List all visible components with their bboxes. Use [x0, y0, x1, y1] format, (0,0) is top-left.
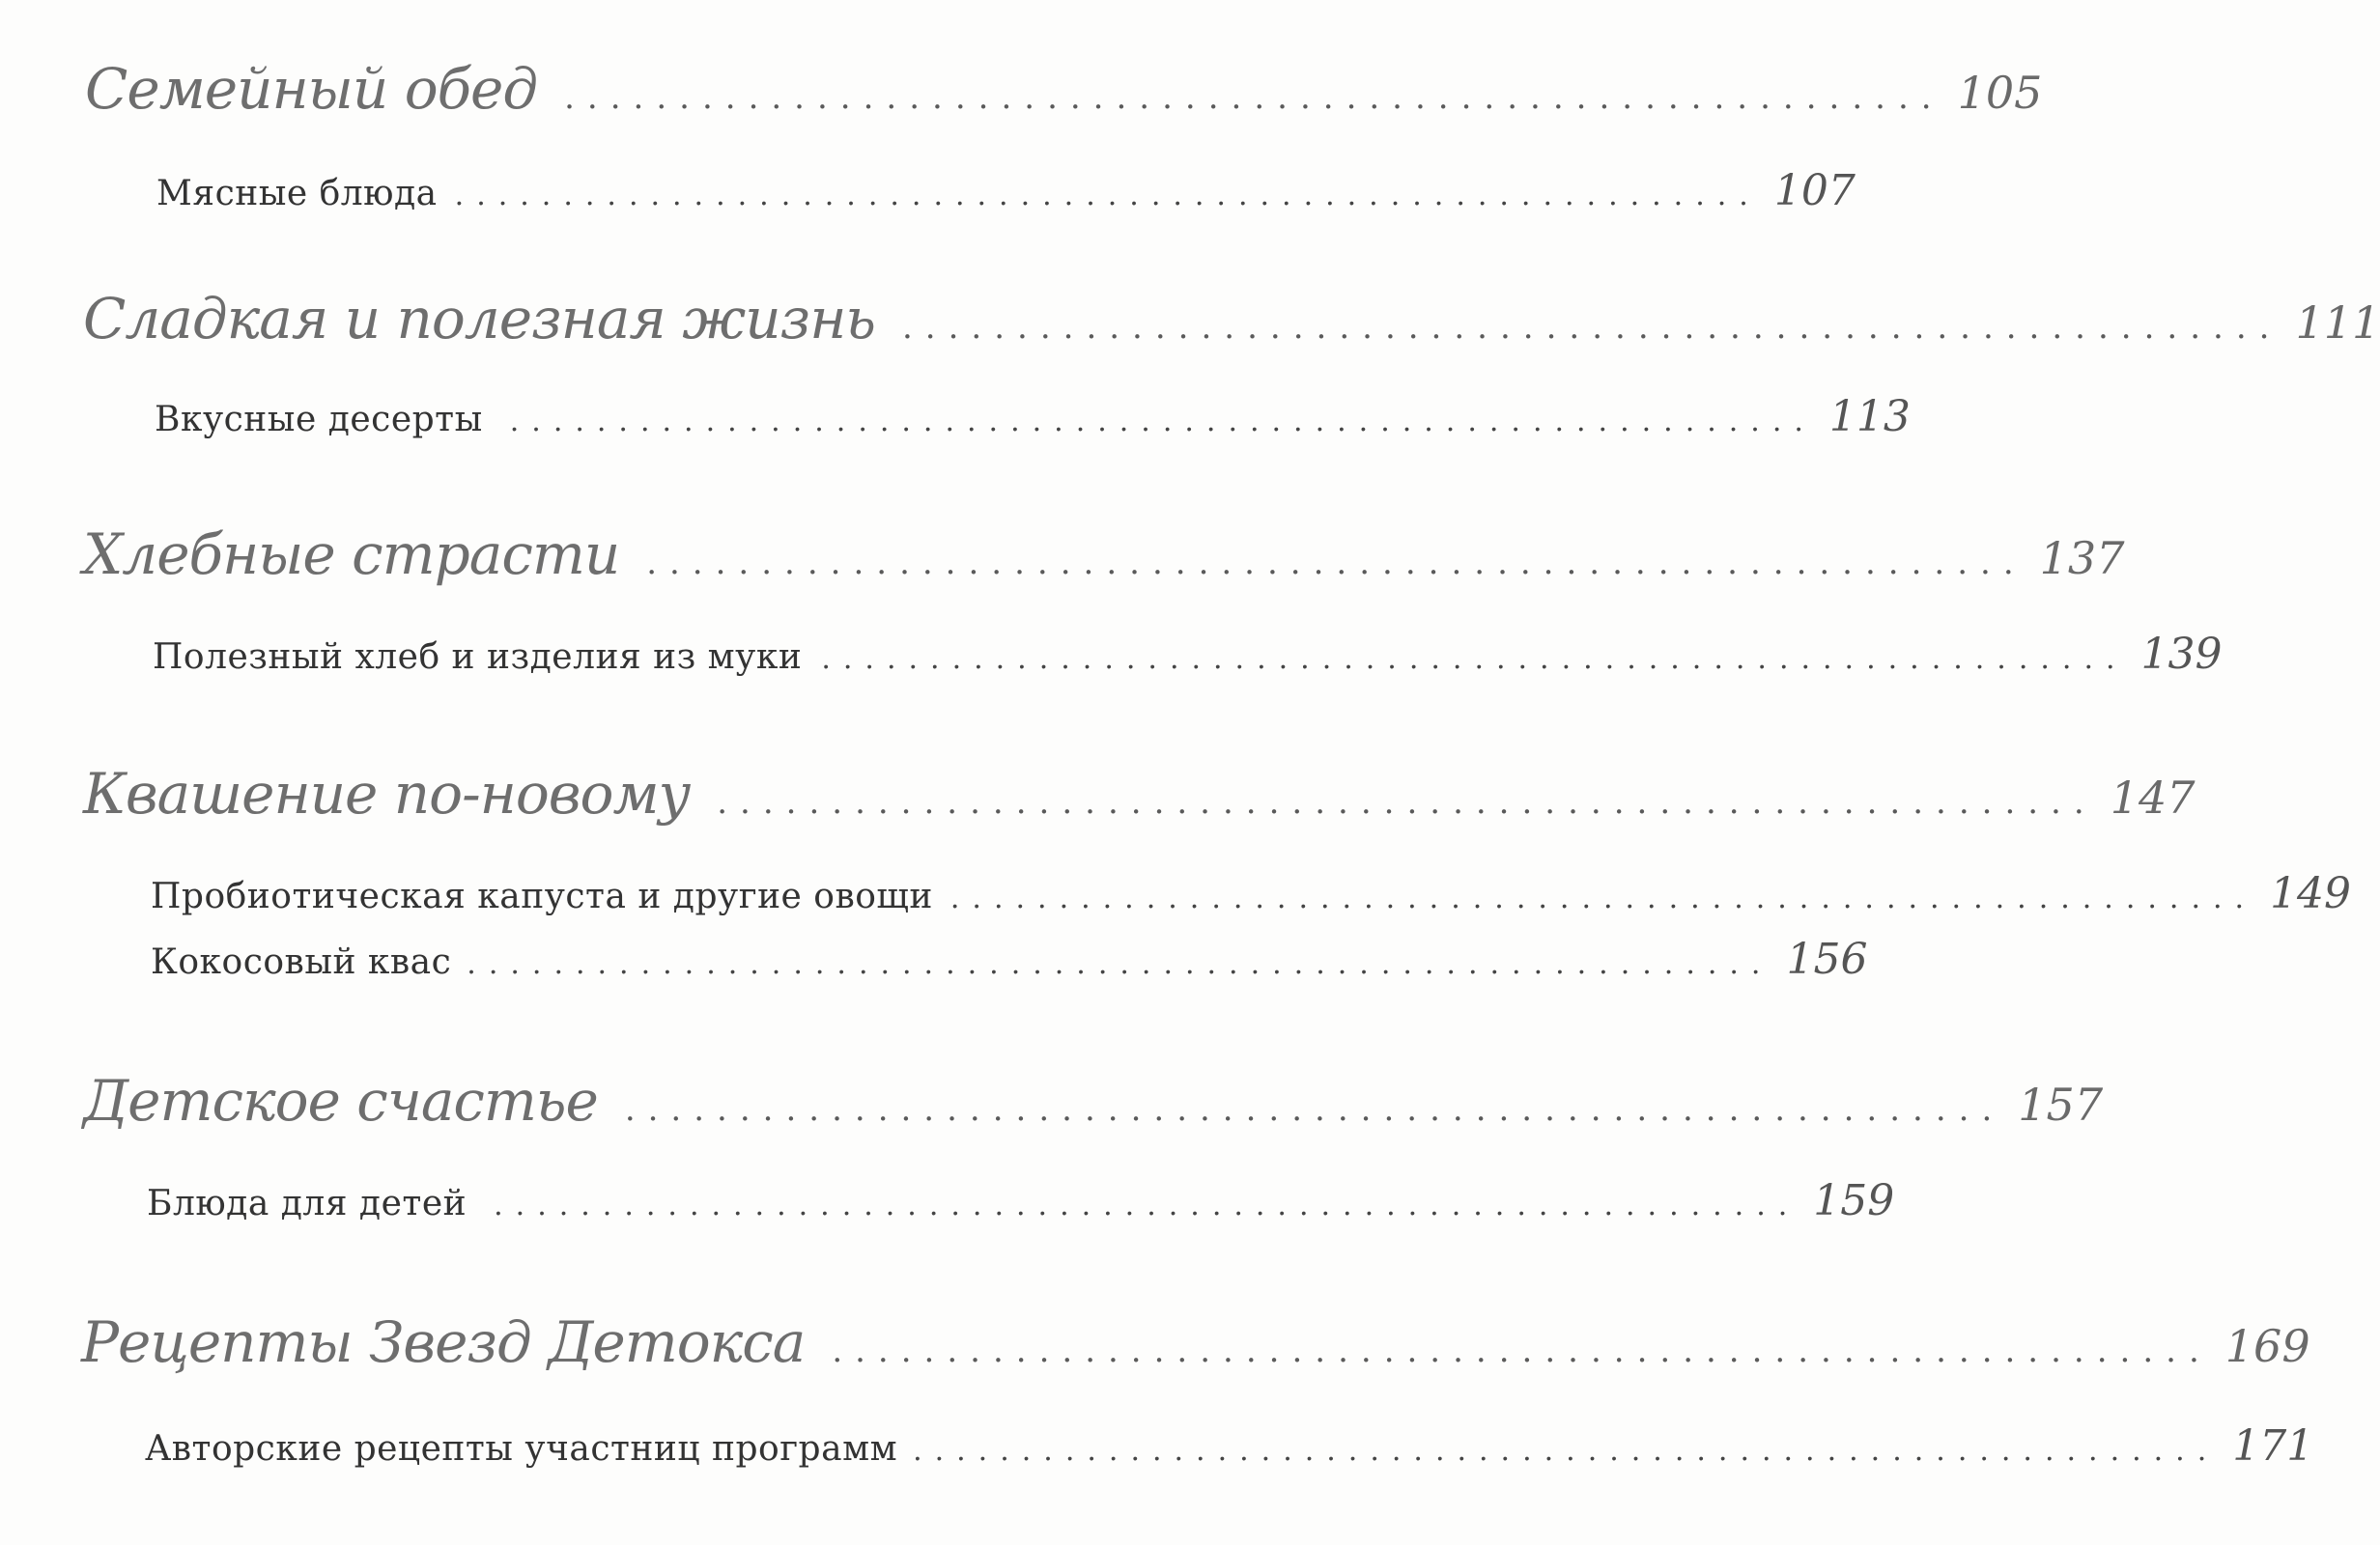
toc-entry-page-number: 149 — [2270, 869, 2352, 918]
toc-entry-title: Квашение по-новому — [83, 761, 691, 827]
toc-entry-section[interactable] — [85, 56, 2043, 122]
dot-leader: ............................................................ — [494, 1189, 1800, 1222]
toc-entry-page-number: 139 — [2140, 630, 2223, 679]
toc-entry-page-number: 147 — [2110, 772, 2196, 824]
toc-entry-title: Авторские рецепты участниц программ — [145, 1429, 898, 1469]
toc-entry-page-number: 171 — [2232, 1421, 2314, 1471]
toc-entry-title: Сладкая и полезная жизнь — [83, 286, 875, 351]
toc-entry-section[interactable] — [83, 286, 2380, 351]
toc-entry-page-number: 107 — [1773, 166, 1856, 215]
toc-entry-title: Полезный хлеб и изделия из муки — [153, 637, 803, 677]
toc-entry-title: Семейный обед — [85, 56, 538, 122]
dot-leader: ............................................................ — [913, 1434, 2220, 1468]
toc-entry-title: Хлебные страсти — [83, 521, 620, 587]
toc-entry-page-number: 157 — [2018, 1079, 2104, 1131]
toc-entry-page-number: 159 — [1813, 1176, 1895, 1225]
toc-entry-subsection[interactable] — [155, 392, 1911, 441]
toc-entry-page-number: 105 — [1957, 67, 2043, 119]
toc-entry-page-number: 169 — [2224, 1320, 2310, 1372]
toc-entry-subsection[interactable] — [156, 166, 1856, 215]
toc-entry-title: Вкусные десерты — [155, 400, 483, 439]
dot-leader: ............................................................ — [509, 405, 1816, 438]
toc-entry-subsection[interactable] — [145, 1421, 2314, 1471]
dot-leader: ............................................................ — [717, 783, 2097, 822]
toc-entry-title: Мясные блюда — [156, 174, 438, 213]
toc-entry-title: Рецепты Звезд Детокса — [81, 1309, 806, 1375]
dot-leader: ............................................................ — [821, 642, 2128, 676]
dot-leader: ............................................................ — [454, 179, 1761, 212]
toc-entry-section[interactable] — [83, 521, 2125, 587]
toc-entry-title: Детское счастье — [83, 1068, 598, 1134]
dot-leader: ............................................................ — [646, 544, 2026, 582]
toc-entry-title: Пробиотическая капуста и другие овощи — [151, 877, 933, 916]
dot-leader: ............................................................ — [901, 308, 2282, 347]
toc-entry-page-number: 137 — [2039, 532, 2125, 584]
dot-leader: ............................................................ — [832, 1332, 2212, 1370]
toc-entry-subsection[interactable] — [151, 935, 1868, 984]
toc-entry-page-number: 156 — [1786, 935, 1868, 984]
toc-entry-section[interactable] — [83, 761, 2196, 827]
toc-entry-subsection[interactable] — [147, 1176, 1895, 1225]
dot-leader: ............................................................ — [624, 1090, 2005, 1129]
toc-entry-subsection[interactable] — [153, 630, 2223, 679]
dot-leader: ............................................................ — [949, 882, 2257, 915]
dot-leader: ............................................................ — [467, 947, 1773, 981]
toc-entry-title: Кокосовый квас — [151, 942, 452, 982]
toc-entry-section[interactable] — [83, 1068, 2104, 1134]
toc-entry-subsection[interactable] — [151, 869, 2352, 918]
toc-entry-page-number: 113 — [1828, 392, 1911, 441]
toc-entry-page-number: 111 — [2295, 296, 2380, 349]
dot-leader: ............................................................ — [564, 78, 1944, 117]
toc-entry-section[interactable] — [81, 1309, 2310, 1375]
toc-entry-title: Блюда для детей — [147, 1184, 468, 1223]
